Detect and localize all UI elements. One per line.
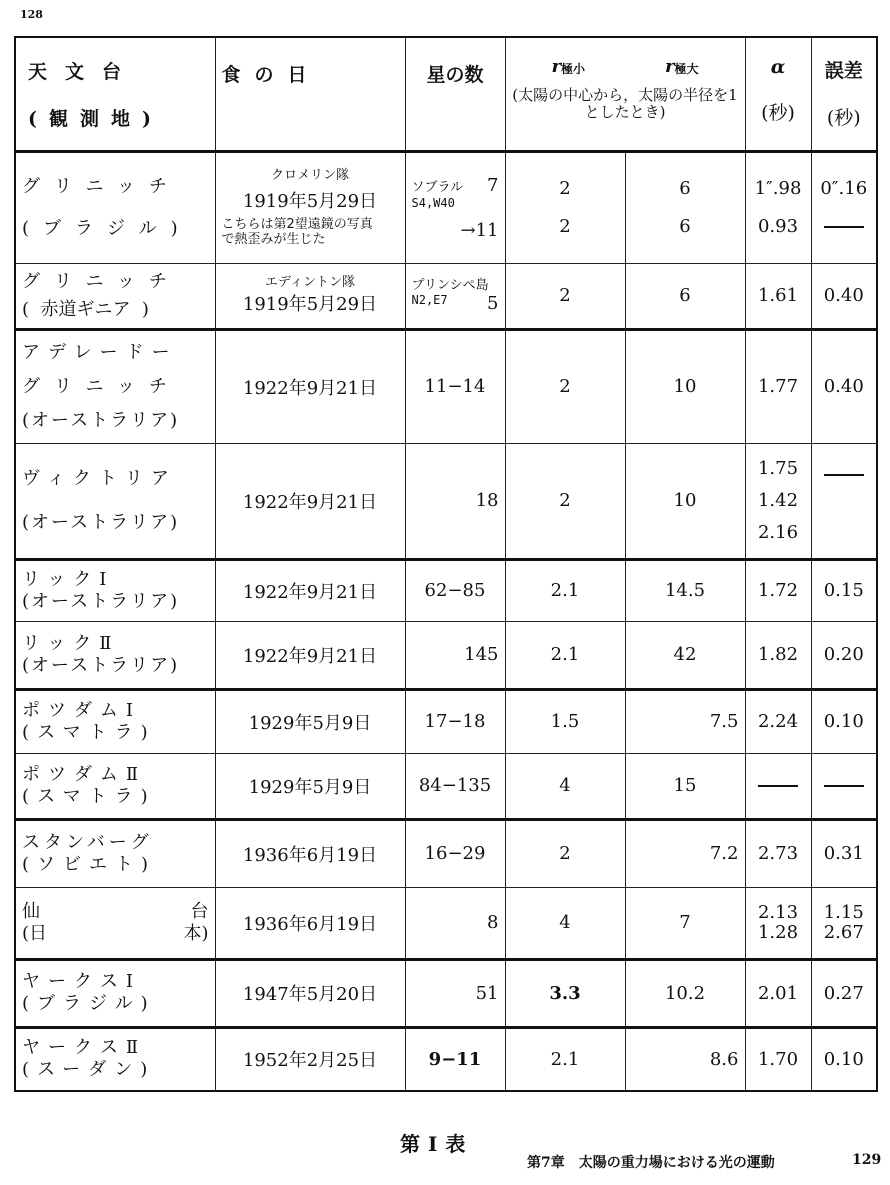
table-row [15, 329, 877, 443]
stars-cell: 18 [405, 443, 505, 559]
dash [824, 785, 864, 787]
observatory-cell: アデレードー グリニッチ (オーストラリア) [15, 329, 215, 443]
date-cell: 1952年2月25日 [215, 1027, 405, 1091]
observatory-cell: ポツダムⅡ (スマトラ) [15, 753, 215, 819]
table-row [15, 887, 877, 959]
observatory-cell: グリニッチ (ブラジル) [15, 151, 215, 263]
rmax-cell: 7.5 [625, 689, 745, 753]
error-cell: 0.15 [811, 559, 877, 621]
stars-cell: ソブラル 7 S4,W40 →11 [405, 151, 505, 263]
header-row [15, 37, 877, 151]
error-cell: 1.15 2.67 [811, 887, 877, 959]
alpha-cell: 1.72 [745, 559, 811, 621]
alpha-cell: 1.70 [745, 1027, 811, 1091]
table-row [15, 959, 877, 1027]
rmax-cell: 7 [625, 887, 745, 959]
alpha-cell: 1.75 1.42 2.16 [745, 443, 811, 559]
error-cell: 0.27 [811, 959, 877, 1027]
date-cell: 1929年5月9日 [215, 689, 405, 753]
alpha-cell: 1″.98 0.93 [745, 151, 811, 263]
stars-cell: 145 [405, 621, 505, 689]
date-cell: 1922年9月21日 [215, 443, 405, 559]
observatory-cell: スタンバーグ (ソビエト) [15, 819, 215, 887]
observation-table [14, 36, 878, 1092]
rmin-cell: 1.5 [505, 689, 625, 753]
rmin-cell: 2 [505, 819, 625, 887]
rmin-cell: 3.3 [505, 959, 625, 1027]
date-cell: 1922年9月21日 [215, 621, 405, 689]
rmax-cell: 8.6 [625, 1027, 745, 1091]
rmax-cell: 6 [625, 263, 745, 329]
rmax-cell: 10 [625, 329, 745, 443]
rmin-cell: 4 [505, 887, 625, 959]
error-cell: 0″.16 [811, 151, 877, 263]
table-row [15, 621, 877, 689]
stars-cell: 62−85 [405, 559, 505, 621]
page-number-top: 128 [20, 8, 43, 21]
date-cell: クロメリン隊 1919年5月29日 こちらは第2望遠鏡の写真で熱歪みが生じた [215, 151, 405, 263]
error-cell [811, 753, 877, 819]
rmin-cell: 2 [505, 263, 625, 329]
header-date: 食の日 [215, 37, 405, 151]
error-cell: 0.20 [811, 621, 877, 689]
rmin-cell: 2.1 [505, 1027, 625, 1091]
running-footer: 第7章 太陽の重力場における光の運動 [527, 1155, 775, 1171]
date-cell: 1922年9月21日 [215, 559, 405, 621]
error-cell: 0.31 [811, 819, 877, 887]
table-row [15, 151, 877, 263]
table-row [15, 559, 877, 621]
table-caption: 第Ⅰ表 [400, 1132, 474, 1156]
page-number-bottom: 129 [852, 1152, 882, 1168]
error-cell: 0.40 [811, 329, 877, 443]
table-row [15, 1027, 877, 1091]
date-cell: 1936年6月19日 [215, 819, 405, 887]
observatory-cell: グリニッチ ( 赤道ギニア ) [15, 263, 215, 329]
rmax-cell: 15 [625, 753, 745, 819]
observatory-cell: ヴィクトリア (オーストラリア) [15, 443, 215, 559]
stars-cell: 51 [405, 959, 505, 1027]
alpha-cell [745, 753, 811, 819]
observatory-cell: ポツダムⅠ (スマトラ) [15, 689, 215, 753]
observatory-cell: リックⅠ (オーストラリア) [15, 559, 215, 621]
stars-cell: 11−14 [405, 329, 505, 443]
stars-cell: 84−135 [405, 753, 505, 819]
rmax-cell: 10 [625, 443, 745, 559]
rmin-cell: 2 [505, 329, 625, 443]
rmax-cell: 7.2 [625, 819, 745, 887]
rmin-cell: 2.1 [505, 621, 625, 689]
header-r-max: $r_{極大}$ [665, 56, 699, 77]
header-error: 誤差 (秒) [811, 37, 877, 151]
alpha-cell: 2.24 [745, 689, 811, 753]
team-note: クロメリン隊 [270, 168, 349, 183]
team-note: エディントン隊 [265, 275, 355, 290]
stars-cell: 17−18 [405, 689, 505, 753]
annotation-note: こちらは第2望遠鏡の写真で熱歪みが生じた [221, 217, 373, 247]
dash [758, 785, 798, 787]
alpha-cell: 2.13 1.28 [745, 887, 811, 959]
observatory-cell: 仙 台 (日 本) [15, 887, 215, 959]
rmin-cell: 2 [505, 443, 625, 559]
header-stars: 星の数 [405, 37, 505, 151]
dash [824, 474, 864, 476]
alpha-cell: 1.61 [745, 263, 811, 329]
rmin-cell: 4 [505, 753, 625, 819]
error-cell: 0.10 [811, 689, 877, 753]
rmax-cell: 10.2 [625, 959, 745, 1027]
observatory-cell: ヤークスⅠ (ブラジル) [15, 959, 215, 1027]
date-cell: 1936年6月19日 [215, 887, 405, 959]
arrow-icon: → [460, 219, 476, 241]
alpha-cell: 1.82 [745, 621, 811, 689]
alpha-cell: 2.01 [745, 959, 811, 1027]
header-r-note: (太陽の中心から，太陽の半径を1としたとき) [512, 86, 738, 121]
header-alpha: α (秒) [745, 37, 811, 151]
date-cell: 1947年5月20日 [215, 959, 405, 1027]
observatory-cell: ヤークスⅡ (スーダン) [15, 1027, 215, 1091]
table-row [15, 819, 877, 887]
observatory-cell: リックⅡ (オーストラリア) [15, 621, 215, 689]
header-observatory: 天文台 (観測地) [15, 37, 215, 151]
rmin-cell: 2 2 [505, 151, 625, 263]
alpha-cell: 1.77 [745, 329, 811, 443]
table-row [15, 753, 877, 819]
stars-cell: 9−11 [405, 1027, 505, 1091]
header-r-range [505, 37, 745, 151]
stars-cell: 8 [405, 887, 505, 959]
rmax-cell: 42 [625, 621, 745, 689]
date-cell: 1922年9月21日 [215, 329, 405, 443]
rmax-cell: 14.5 [625, 559, 745, 621]
header-r-min: $r_{極小}$ [551, 56, 585, 77]
error-cell [811, 443, 877, 559]
table-row [15, 689, 877, 753]
error-cell: 0.10 [811, 1027, 877, 1091]
dash [824, 226, 864, 228]
rmax-cell: 6 6 [625, 151, 745, 263]
alpha-cell: 2.73 [745, 819, 811, 887]
table-row [15, 263, 877, 329]
rmin-cell: 2.1 [505, 559, 625, 621]
error-cell: 0.40 [811, 263, 877, 329]
date-cell: 1929年5月9日 [215, 753, 405, 819]
stars-cell: プリンシペ島 N2,E7 5 [405, 263, 505, 329]
date-cell: エディントン隊 1919年5月29日 [215, 263, 405, 329]
table-row [15, 443, 877, 559]
stars-cell: 16−29 [405, 819, 505, 887]
